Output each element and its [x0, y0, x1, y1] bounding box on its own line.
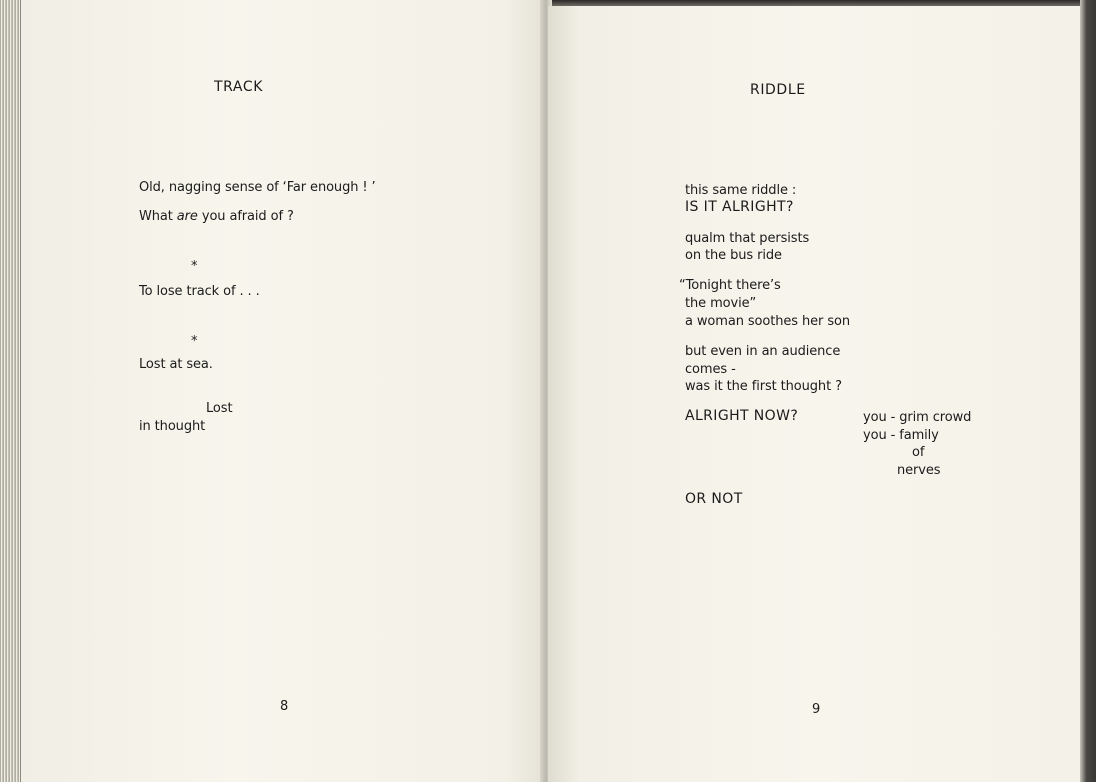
- right-cover-edge: [1080, 0, 1096, 782]
- poem-line: was it the first thought ?: [685, 379, 842, 394]
- poem-line: Lost at sea.: [139, 357, 213, 372]
- page-edge-stack: [0, 0, 22, 782]
- poem-line-emphasis: are: [176, 209, 198, 224]
- poem-line: in thought: [139, 419, 206, 434]
- page-number-right: 9: [812, 702, 821, 717]
- poem-line: To lose track of . . .: [139, 284, 260, 299]
- poem-line: you - grim crowd: [863, 410, 972, 425]
- poem-line: the movie”: [685, 296, 757, 311]
- left-page-title: TRACK: [214, 79, 263, 95]
- poem-line: qualm that persists: [685, 231, 810, 246]
- page-number-left: 8: [280, 699, 289, 714]
- poem-line-part: you afraid of ?: [197, 209, 294, 224]
- poem-line-caps: ALRIGHT NOW?: [685, 408, 799, 424]
- poem-line: [139, 208, 294, 225]
- left-page: [20, 0, 547, 782]
- poem-line: Old, nagging sense of ‘Far enough ! ’: [139, 180, 376, 195]
- poem-line: nerves: [897, 463, 941, 478]
- poem-line: on the bus ride: [685, 248, 782, 263]
- poem-line-caps: IS IT ALRIGHT?: [685, 199, 794, 215]
- poem-line-part: What: [139, 209, 177, 224]
- poem-line-caps: OR NOT: [685, 491, 743, 507]
- poem-line: but even in an audience: [685, 344, 841, 359]
- poem-line: “Tonight there’s: [679, 278, 781, 293]
- poem-line: this same riddle :: [685, 183, 797, 198]
- right-page-title: RIDDLE: [750, 82, 806, 98]
- poem-line: a woman soothes her son: [685, 314, 850, 329]
- poem-line: comes -: [685, 362, 736, 377]
- poem-line: you - family: [863, 428, 939, 443]
- poem-line: of: [912, 445, 925, 460]
- poem-line: Lost: [206, 401, 233, 416]
- section-star: *: [191, 334, 198, 349]
- section-star: *: [191, 259, 198, 274]
